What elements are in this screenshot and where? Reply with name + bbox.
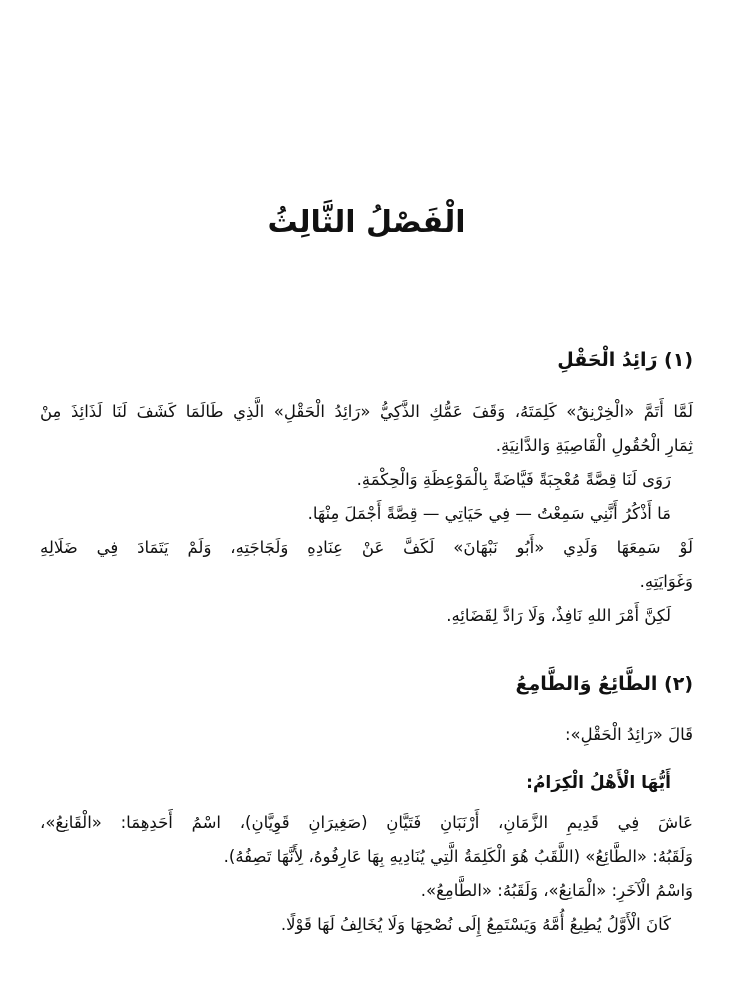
- section-2-text: [40, 806, 693, 942]
- intro-line: قَالَ «رَائِدُ الْحَقْلِ»:: [564, 725, 693, 744]
- section-heading-2: (٢) الطَّائِعُ وَالطَّامِعُ: [515, 673, 693, 695]
- paragraph-line: لَوْ سَمِعَهَا وَلَدِي «أَبُو نَبْهَانَ» لَكَفَّ عَنْ عِنَادِهِ وَلَجَاجَتِهِ، وَلَمْ يَتَمَادَ فِي ضَلَالِهِ: [40, 538, 693, 557]
- paragraph-line: ثِمَارِ الْحُقُولِ الْقَاصِيَةِ وَالدَّانِيَةِ.: [495, 436, 693, 455]
- address-heading: أَيُّهَا الْأَهْلُ الْكِرَامُ:: [526, 773, 671, 793]
- paragraph-line: رَوَى لَنَا قِصَّةً مُعْجِبَةً فَيَّاضَةً بِالْمَوْعِظَةِ وَالْحِكْمَةِ.: [356, 470, 671, 489]
- section-heading-1: (١) رَائِدُ الْحَقْلِ: [557, 349, 693, 371]
- section-1-text: [40, 395, 693, 633]
- section-2-intro: [40, 718, 693, 752]
- paragraph-line: وَلَقَبُهُ: «الطَّائِعُ» (اللَّقَبُ هُوَ الْكَلِمَةُ الَّتِي يُنَادِيهِ بِهَا عَارِفُوهُ، لِأَنَّهَا تَصِفُهُ).: [223, 847, 693, 866]
- paragraph-line: عَاشَ فِي قَدِيمِ الزَّمَانِ، أَرْنَبَانِ فَتَيَّانِ (صَغِيرَانِ قَوِيَّانِ)، اسْمُ أَحَدِهِمَا: «الْقَانِعُ»،: [40, 813, 693, 832]
- paragraph-line: لَكِنَّ أَمْرَ اللهِ نَافِذٌ، وَلَا رَادَّ لِقَضَائِهِ.: [446, 606, 671, 625]
- paragraph-line: مَا أَذْكُرُ أَنَّنِي سَمِعْتُ — فِي حَيَاتِي — قِصَّةً أَجْمَلَ مِنْهَا.: [307, 504, 671, 523]
- paragraph-line: لَمَّا أَتَمَّ «الْخِرْنِقُ» كَلِمَتَهُ، وَقَفَ عَمُّكِ الذَّكِيُّ «رَائِدُ الْحَقْلِ» الَّذِي طَالَمَا كَشَفَ لَنَا لَذَائِذَ مِنْ: [40, 402, 693, 421]
- paragraph-line: وَاسْمُ الْآخَرِ: «الْمَانِعُ»، وَلَقَبُهُ: «الطَّامِعُ».: [420, 881, 693, 900]
- chapter-title: الْفَصْلُ الثَّالِثُ: [267, 205, 466, 240]
- paragraph-line: وَغَوَايَتِهِ.: [639, 572, 693, 591]
- paragraph-line: كَانَ الْأَوَّلُ يُطِيعُ أُمَّهُ وَيَسْتَمِعُ إِلَى نُصْحِهَا وَلَا يُخَالِفُ لَهَا قَوْلًا.: [280, 915, 671, 934]
